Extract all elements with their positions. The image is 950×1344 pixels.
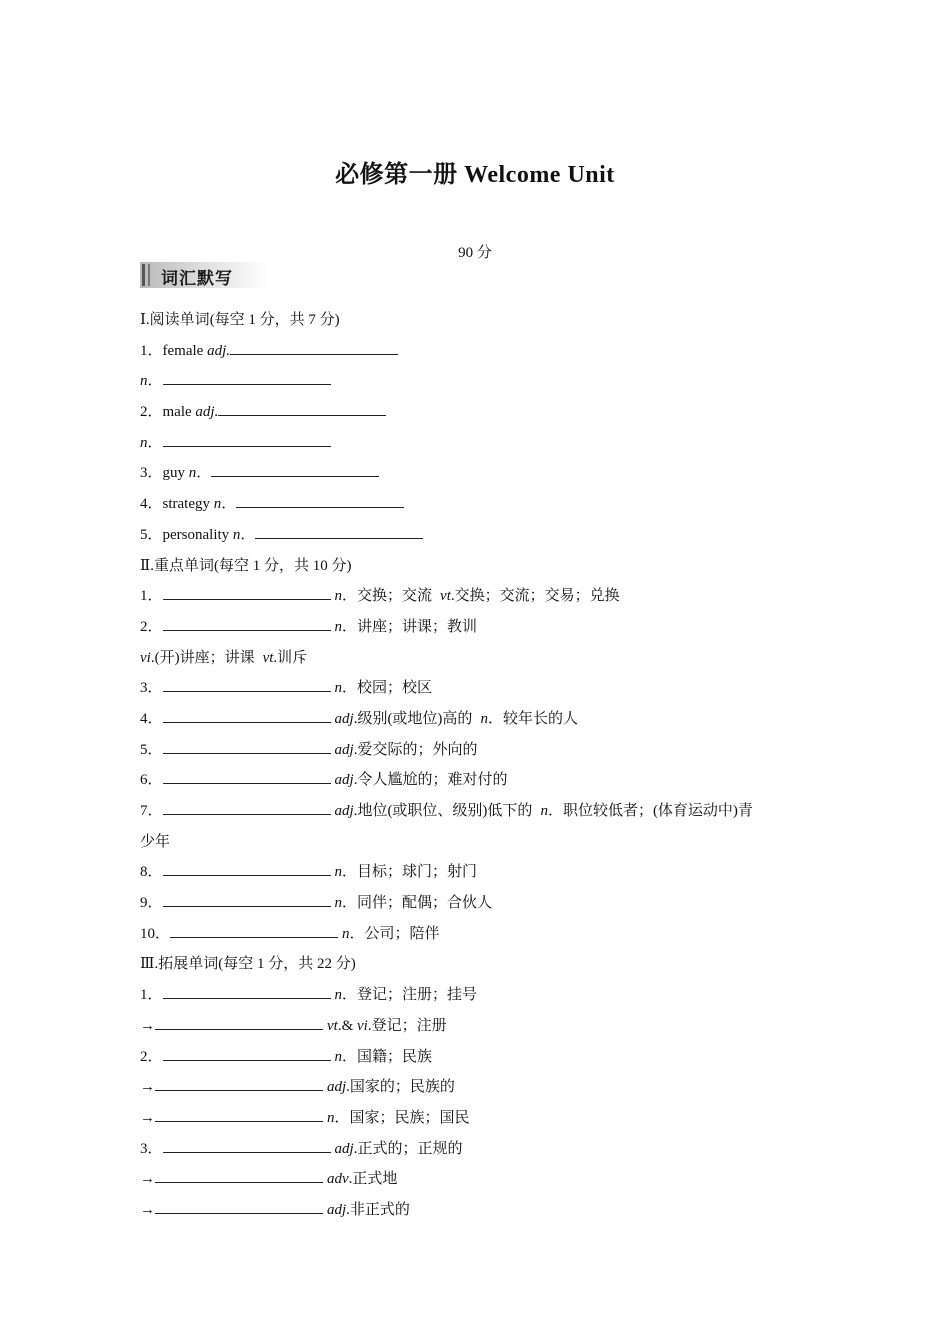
part-of-speech: n: [188, 465, 197, 482]
question-item: [140, 673, 820, 704]
meaning: .级别(或地位)高的: [353, 710, 473, 727]
meaning: ．交换；交流: [342, 588, 433, 605]
meaning: 少年: [140, 833, 171, 850]
part-of-speech: n: [213, 496, 222, 513]
section-heading: [140, 305, 820, 336]
meaning: ．讲座；讲课；教训: [342, 618, 478, 635]
exercise-content: [140, 305, 820, 1226]
item-number: 6．: [140, 772, 163, 789]
part-of-speech: adj: [334, 1140, 354, 1157]
meaning: .爱交际的；外向的: [353, 741, 478, 758]
english-word: personality: [162, 526, 230, 543]
part-of-speech: n: [480, 710, 488, 727]
meaning: ．较年长的人: [487, 710, 578, 727]
meaning: ．校园；校区: [342, 680, 433, 697]
item-number: 10．: [140, 925, 171, 942]
meaning: .令人尴尬的；难对付的: [353, 772, 508, 789]
item-number: 2．: [140, 404, 163, 421]
answer-blank[interactable]: [163, 616, 331, 631]
english-word: male: [162, 404, 192, 421]
derived-item: [140, 1072, 820, 1103]
arrow-icon: →: [140, 1017, 155, 1034]
answer-blank[interactable]: [163, 585, 331, 600]
meaning: .国家的；民族的: [346, 1079, 455, 1096]
question-item: [140, 919, 820, 950]
question-item: [140, 704, 820, 735]
question-item: [140, 336, 820, 367]
meaning: .地位(或职位、级别)低下的: [353, 803, 533, 819]
tag-bar-decoration: [142, 264, 145, 286]
answer-blank[interactable]: [170, 923, 338, 938]
answer-blank[interactable]: [163, 800, 331, 815]
answer-blank[interactable]: [211, 462, 379, 477]
question-item: [140, 581, 820, 612]
section-note: (每空 1 分，共 7 分): [209, 312, 340, 328]
answer-blank[interactable]: [230, 340, 398, 355]
part-of-speech: vt: [262, 649, 274, 666]
answer-blank[interactable]: [163, 708, 331, 723]
part-of-speech: n: [334, 864, 343, 881]
meaning: ．目标；球门；射门: [342, 864, 478, 881]
tag-bar-decoration: [148, 264, 150, 286]
derived-item: [140, 1011, 820, 1042]
part-of-speech: adj: [334, 772, 354, 789]
arrow-icon: →: [140, 1079, 155, 1096]
meaning: .正式地: [348, 1171, 398, 1188]
part-of-speech: adj: [327, 1079, 347, 1096]
part-of-speech: vi: [357, 1017, 368, 1034]
part-of-speech: n: [140, 373, 148, 390]
section-note: (每空 1 分，共 10 分): [213, 557, 352, 574]
meaning: .登记；注册: [367, 1017, 447, 1034]
part-of-speech: n: [334, 618, 343, 635]
meaning: .(开)讲座；讲课: [150, 649, 255, 666]
punctuation: ．: [196, 465, 212, 482]
item-number: 1．: [140, 588, 163, 605]
item-number: 4．: [140, 710, 163, 727]
section-note: (每空 1 分，共 22 分): [218, 956, 356, 973]
item-number: 2．: [140, 618, 163, 635]
total-score: 90 分: [458, 245, 492, 261]
item-number: 4．: [140, 496, 163, 513]
answer-blank[interactable]: [163, 984, 331, 999]
item-number: 3．: [140, 680, 163, 697]
part-of-speech: adj: [334, 803, 354, 819]
part-of-speech: adj: [334, 710, 354, 727]
answer-blank[interactable]: [163, 677, 331, 692]
part-of-speech: n: [334, 1048, 343, 1065]
punctuation: .&: [337, 1017, 357, 1034]
part-of-speech: n: [334, 588, 343, 605]
item-number: 1．: [140, 342, 163, 359]
section-heading: [140, 551, 820, 582]
item-number: 3．: [140, 465, 163, 482]
derived-item: [140, 1103, 820, 1134]
part-of-speech: n: [342, 925, 350, 942]
answer-blank[interactable]: [155, 1168, 323, 1183]
answer-blank[interactable]: [163, 739, 331, 754]
answer-blank[interactable]: [163, 892, 331, 907]
part-of-speech: adj: [334, 741, 354, 758]
meaning: ．同伴；配偶；合伙人: [342, 895, 493, 912]
question-item: [140, 735, 820, 766]
question-item: [140, 1042, 820, 1073]
item-number: 5．: [140, 741, 163, 758]
part-of-speech: vt: [327, 1017, 338, 1034]
meaning: .非正式的: [346, 1201, 410, 1218]
meaning: ．公司；陪伴: [349, 925, 440, 942]
english-word: female: [162, 342, 204, 359]
item-number: 5．: [140, 526, 163, 543]
item-number: 1．: [140, 987, 163, 1004]
answer-blank[interactable]: [155, 1015, 323, 1030]
answer-blank[interactable]: [163, 432, 331, 447]
meaning: ．职位较低者；(体育运动中)青: [547, 803, 753, 819]
question-item: [140, 888, 820, 919]
section-tag: [140, 262, 268, 288]
answer-blank[interactable]: [163, 1046, 331, 1061]
question-item: [140, 458, 820, 489]
answer-blank[interactable]: [236, 493, 404, 508]
answer-blank[interactable]: [218, 401, 386, 416]
answer-blank[interactable]: [155, 1076, 323, 1091]
question-item: [140, 765, 820, 796]
item-number: 3．: [140, 1140, 163, 1157]
arrow-icon: →: [140, 1171, 155, 1188]
question-item: [140, 489, 820, 520]
derived-item: [140, 1164, 820, 1195]
answer-blank[interactable]: [163, 861, 331, 876]
part-of-speech: n: [540, 803, 548, 819]
punctuation: ．: [147, 373, 163, 390]
meaning: ．登记；注册；挂号: [342, 987, 478, 1004]
punctuation: ．: [240, 526, 256, 543]
question-item: [140, 366, 820, 397]
punctuation: ．: [221, 496, 237, 513]
english-word: strategy: [162, 496, 210, 513]
answer-blank[interactable]: [163, 370, 331, 385]
question-item-continued: [140, 643, 820, 674]
part-of-speech: vt: [440, 588, 451, 605]
item-number: 9．: [140, 895, 163, 912]
part-of-speech: vi: [140, 649, 151, 666]
section-title: Ⅱ.重点单词: [140, 557, 214, 574]
part-of-speech: n: [334, 680, 343, 697]
question-item-continued: [140, 827, 820, 858]
question-item: [140, 612, 820, 643]
question-item: [140, 796, 820, 827]
meaning: ．国籍；民族: [342, 1048, 433, 1065]
answer-blank[interactable]: [163, 769, 331, 784]
section-heading: [140, 949, 820, 980]
part-of-speech: n: [140, 434, 148, 451]
part-of-speech: adj.: [195, 404, 219, 421]
part-of-speech: n: [334, 895, 343, 912]
meaning: ．国家；民族；国民: [334, 1109, 470, 1126]
meaning: .交换；交流；交易；兑换: [450, 588, 620, 605]
question-item: [140, 1134, 820, 1165]
derived-item: [140, 1195, 820, 1226]
item-number: 8．: [140, 864, 163, 881]
question-item: [140, 857, 820, 888]
part-of-speech: adv: [327, 1171, 349, 1188]
answer-blank[interactable]: [155, 1199, 323, 1214]
question-item: [140, 520, 820, 551]
arrow-icon: →: [140, 1109, 155, 1126]
answer-blank[interactable]: [255, 524, 423, 539]
answer-blank[interactable]: [163, 1138, 331, 1153]
meaning: .训斥: [273, 649, 308, 666]
section-title: Ⅰ.阅读单词: [140, 312, 210, 328]
meaning: .正式的；正规的: [353, 1140, 463, 1157]
answer-blank[interactable]: [155, 1107, 323, 1122]
part-of-speech: n: [334, 987, 343, 1004]
part-of-speech: n: [232, 526, 241, 543]
item-number: 7．: [140, 803, 163, 819]
question-item: [140, 428, 820, 459]
question-item: [140, 980, 820, 1011]
page-title: 必修第一册 Welcome Unit: [335, 162, 615, 188]
arrow-icon: →: [140, 1201, 155, 1218]
part-of-speech: adj.: [207, 342, 230, 359]
item-number: 2．: [140, 1048, 163, 1065]
punctuation: ．: [147, 434, 163, 451]
section-title: Ⅲ.拓展单词: [140, 956, 219, 973]
section-tag-label: 词汇默写: [161, 269, 233, 289]
question-item: [140, 397, 820, 428]
part-of-speech: n: [327, 1109, 335, 1126]
english-word: guy: [162, 465, 186, 482]
part-of-speech: adj: [327, 1201, 347, 1218]
